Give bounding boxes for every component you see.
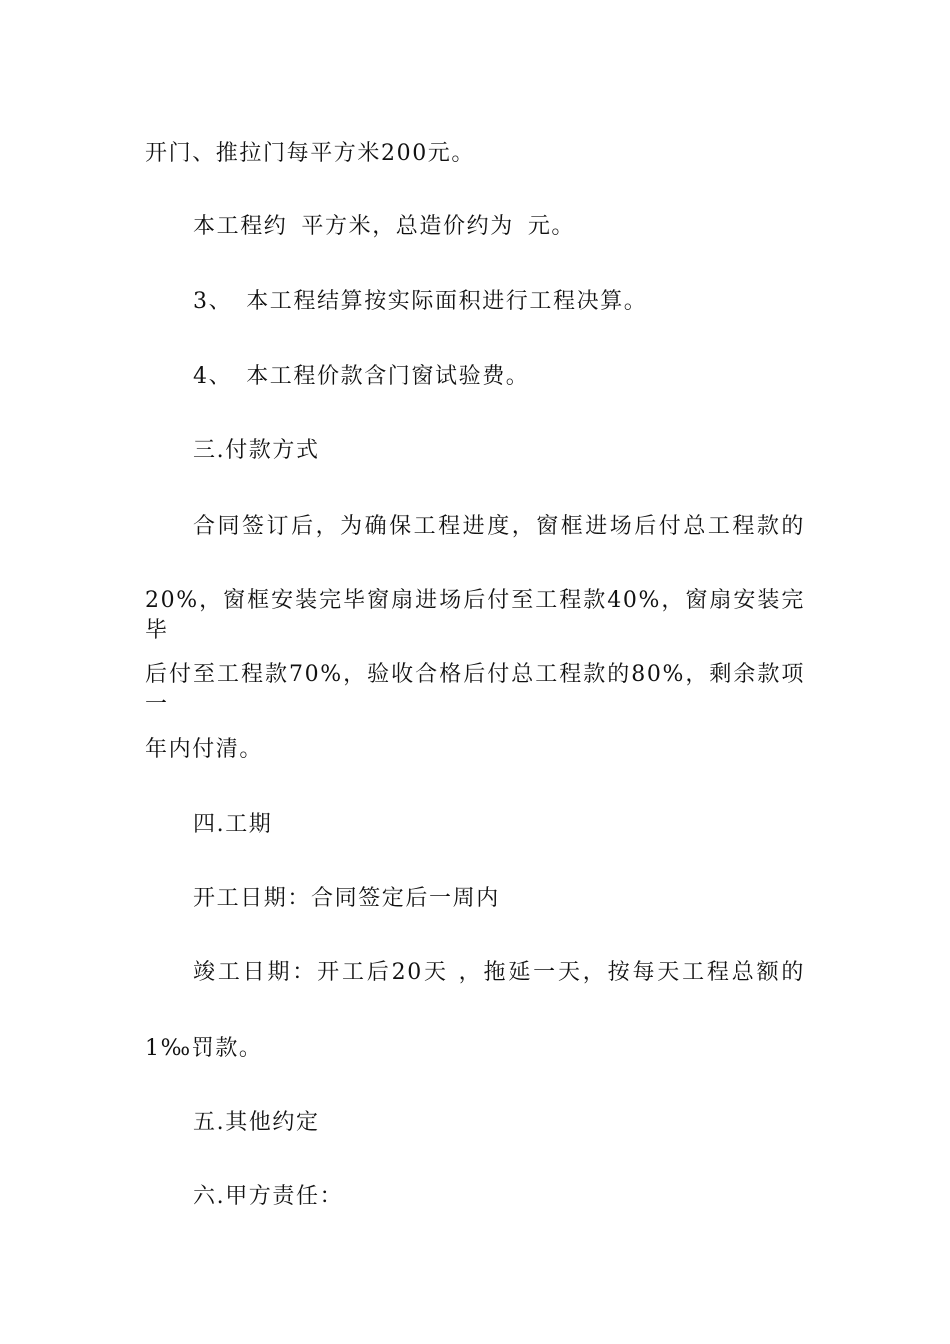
- text-run: 竣工日期：开工后20天: [193, 960, 449, 985]
- payment-paragraph-line-1: 合同签订后，为确保工程进度，窗框进场后付总工程款的: [193, 514, 805, 539]
- clause-3: [193, 287, 647, 317]
- section-heading-other: 五.其他约定: [193, 1110, 320, 1135]
- clause-text: 本工程价款含门窗试验费。: [246, 364, 530, 389]
- start-date-line: 开工日期：合同签定后一周内: [193, 886, 500, 911]
- price-line-doors: [145, 139, 475, 169]
- clause-number: 4、: [193, 364, 233, 389]
- section-heading-party-a: 六.甲方责任：: [193, 1184, 344, 1209]
- payment-paragraph-line-4: 年内付清。: [145, 737, 264, 762]
- completion-date-line: [193, 958, 805, 988]
- section-heading-schedule: 四.工期: [193, 812, 273, 837]
- text-run: ，拖延一天，按每天工程总额的: [458, 960, 805, 985]
- text-run: 元。: [527, 214, 576, 239]
- clause-4: [193, 362, 529, 392]
- penalty-line: 1‰罚款。: [145, 1036, 263, 1061]
- payment-paragraph-line-3: 后付至工程款70%，验收合格后付总工程款的80%，剩余款项一: [145, 662, 805, 717]
- payment-paragraph-line-2: 20%，窗框安装完毕窗扇进场后付至工程款40%，窗扇安装完毕: [145, 588, 805, 643]
- clause-number: 3、: [193, 289, 233, 314]
- text-run: 开门、推拉门每平方米200元。: [145, 141, 475, 166]
- total-price-line: [193, 212, 575, 242]
- clause-text: 本工程结算按实际面积进行工程决算。: [246, 289, 648, 314]
- text-run: 本工程约: [193, 214, 288, 239]
- text-run: 平方米，总造价约为: [301, 214, 514, 239]
- section-heading-payment: 三.付款方式: [193, 438, 320, 463]
